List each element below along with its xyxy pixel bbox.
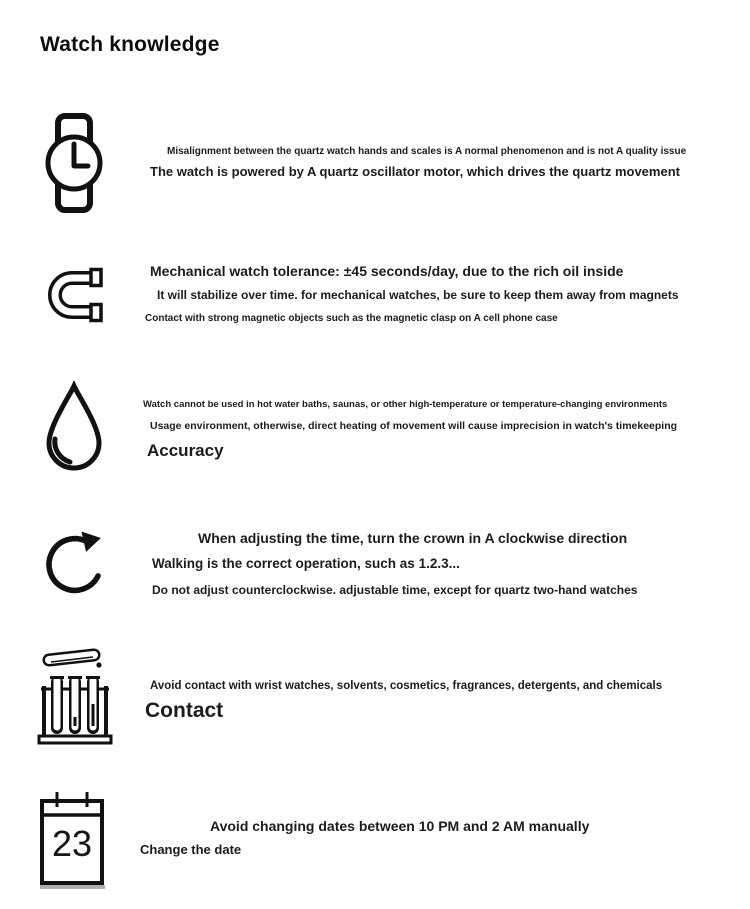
calendar-section-text: Change the date [140, 842, 242, 857]
water-drop-icon [40, 381, 108, 473]
magnet-section-note: Contact with strong magnetic objects such as the magnetic clasp on A cell phone case [145, 313, 558, 324]
rotate-section-text: Walking is the correct operation, such as 1.2.3... [152, 556, 460, 571]
magnet-icon [42, 264, 108, 324]
rotate-section-title: When adjusting the time, turn the crown in A clockwise direction [198, 530, 628, 546]
page-title: Watch knowledge [40, 33, 220, 56]
accuracy-heading: Accuracy [147, 441, 224, 460]
water-section-note: Watch cannot be used in hot water baths, saunas, or other high-temperature or temperature-changing environments [143, 399, 668, 410]
clockwise-arrow-icon [42, 526, 108, 598]
calendar-icon [40, 789, 104, 885]
calendar-section-title: Avoid changing dates between 10 PM and 2 AM manually [210, 818, 590, 834]
test-tubes-icon [36, 642, 114, 746]
rotate-section-note: Do not adjust counterclockwise. adjustable time, except for quartz two-hand watches [152, 583, 638, 597]
magnet-section-text: It will stabilize over time. for mechanical watches, be sure to keep them away from magnets [157, 288, 679, 302]
calendar-date-number: 23 [51, 823, 93, 864]
contact-heading: Contact [145, 699, 224, 722]
calendar-shadow-bar [40, 885, 105, 889]
water-section-text: Usage environment, otherwise, direct heating of movement will cause imprecision in watch's timekeeping [150, 420, 678, 432]
wristwatch-icon [45, 112, 103, 214]
watch-section-note: Misalignment between the quartz watch hands and scales is A normal phenomenon and is not A quality issue [167, 146, 687, 157]
chemical-section-text: Avoid contact with wrist watches, solvents, cosmetics, fragrances, detergents, and chemicals [150, 680, 663, 692]
magnet-section-title: Mechanical watch tolerance: ±45 seconds/day, due to the rich oil inside [150, 263, 624, 279]
watch-section-text: The watch is powered by A quartz oscillator motor, which drives the quartz movement [150, 164, 680, 179]
